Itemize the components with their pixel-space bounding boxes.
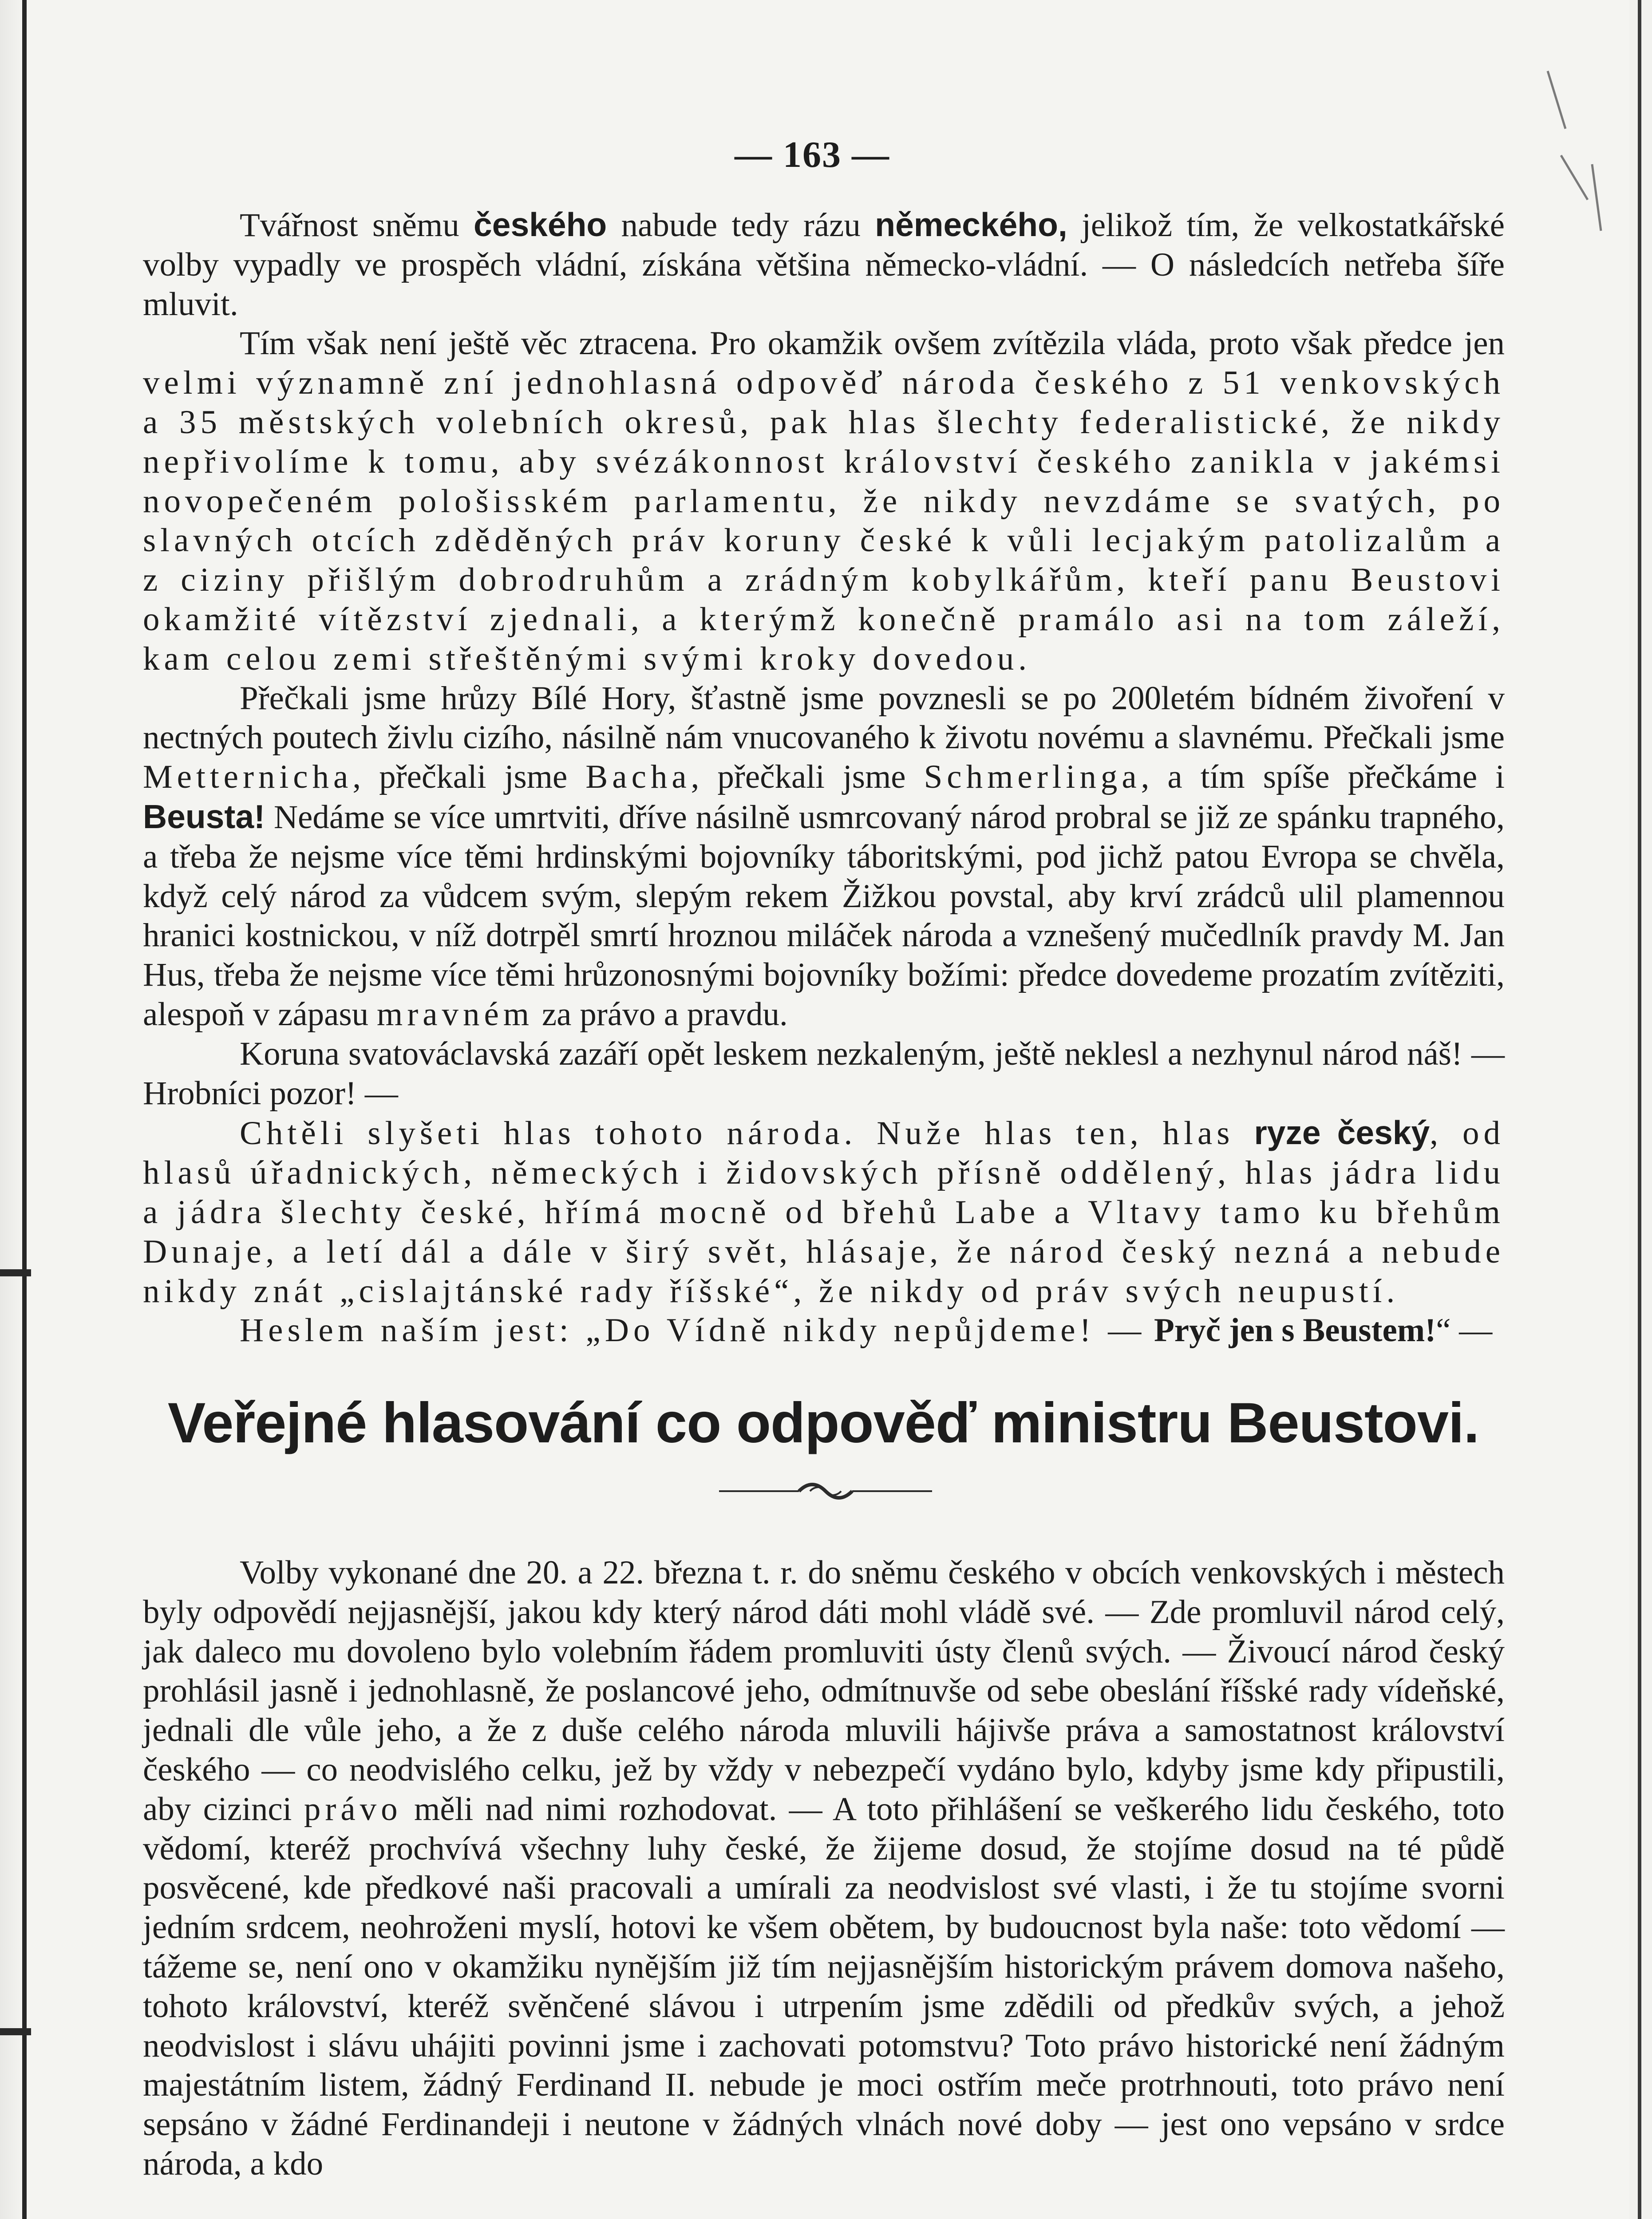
text-run: českého [474,206,607,243]
text-run: Tím však není ještě věc ztracena. Pro okamžik ovšem zvítězila vláda, proto však předce jen [240,325,1505,362]
text-run: právo [304,1790,402,1828]
margin-tick [0,1269,31,1276]
text-run: Koruna svatováclavská zazáří opět leskem nezkaleným, ještě neklesl a nezhynul národ náš! — Hrobníci pozor! — [143,1035,1505,1112]
paragraph [143,679,1505,1034]
margin-scratch-mark [1539,53,1610,240]
text-run: Beusta! [143,798,265,835]
left-page-edge [0,0,35,2219]
text-run: mravném [376,995,534,1033]
text-run: Nedáme se více umrtviti, dříve násilně usmrcovaný národ probral se již ze spánku trapného, a třeba že nejsme více těmi hrdinskými bojovníky táboritskými, pod jichž patou Evropa se chvěla, když celý národ za vůdcem svým, slepým rekem Žižkou povstal, aby krví zrádců ulil plamennou hranici kostnickou, v níž dotrpěl smrtí hroznou miláček národa a vznešený mučedlník pravdy M. Jan Hus, třeba že nejsme více těmi hrůzonosnými bojovníky božími: předce dovedeme prozatím zvítěziti, alespoň v zápasu [143,798,1505,1033]
paragraph [143,1113,1505,1311]
text-run: Heslem naším jest: „Do Vídně nikdy nepůjdeme! — [240,1312,1146,1349]
text-run: za právo a pravdu. [534,995,788,1033]
text-run: Metternicha [143,758,353,796]
text-run: Chtěli slyšeti hlas tohoto národa. Nuže hlas ten, hlas [240,1115,1254,1152]
text-run: Tvářnost sněmu [240,207,474,244]
paragraph [143,1553,1505,2184]
paragraph [143,1311,1505,1350]
text-run: velmi významně zní jednohlasná odpověď národa českého z 51 venkovských a 35 městských volebních okresů, pak hlas šlechty federalistické, že nikdy nepřivolíme k tomu, aby svézákonnost království českého zanikla v jakémsi novopečeném pološisském parlamentu, že nikdy nevzdáme se svatých, po slavných otcích zděděných práv koruny české k vůli lecjakým patolizalům a z ciziny přišlým dobrodruhům a zrádným kobylkářům, kteří panu Beustovi okamžité vítězství zjednali, a kterýmž konečně pramálo asi na tom záleží, kam celou zemi střeštěnými svými kroky dovedou. [143,364,1505,677]
text-run: “ — [1436,1312,1493,1349]
text-run: Volby vykonané dne 20. a 22. března t. r. do sněmu českého v obcích venkovských i městech byly odpovědí nejjasnější, jakou kdy který národ dáti mohl vládě své. — Zde promluvil národ celý, jak daleco mu dovoleno bylo volebním řádem promluviti ústy členů svých. — Živoucí národ český prohlásil jasně i jednohlasně, že poslancové jeho, odmítnuvše od sebe obeslání říšské rady vídeňské, jednali dle vůle jeho, a že z duše celého národa mluvili hájivše práva a samostatnost království českého — co neodvislého celku, jež by vždy v nebezpečí vydáno bylo, kdyby jsme kdy připustili, aby cizinci [143,1554,1505,1828]
paragraph [143,324,1505,679]
text-run: měli nad nimi rozhodovat. — A toto přihlášení se veškerého lidu českého, toto vědomí, kteréž prochvívá všechny luhy české, že žijeme dosud, že stojíme dosud na té půdě posvěcené, kde předkové naši pracovali a umírali za neodvislost své vlasti, i že tu stojíme svorni jedním srdcem, neohroženi myslí, hotovi ke všem obětem, by budoucnost byla naše: toto vědomí — tážeme se, není ono v okamžiku nynějším již tím nejjasnějším historickým právem domova našeho, tohoto království, kteréž svěnčené slávou i utrpením jsme zdědili od předkův svých, a jehož neodvislost i slávu uhájiti povinni jsme i zachovati potomstvu? Toto právo historické není žádným majestátním listem, žádný Ferdinand II. nebude je moci ostřím meče protrhnouti, toto právo není sepsáno v žádné Ferdinandeji i neutone v žádných vlnách nové doby — jest ono vepsáno v srdce národa, a kdo [143,1790,1505,2182]
text-run: Pryč jen s Beustem! [1146,1312,1436,1349]
page-number: — 163 — [735,134,890,175]
text-run: Bacha [585,758,691,796]
margin-tick [0,2028,31,2035]
left-binding-line [22,0,27,2219]
paragraph [143,1034,1505,1113]
text-run: jelikož tím, že velkostatkářské volby vypadly ve prospěch vládní, získána většina německo-vládní. — O následcích netřeba šíře mluvit. [143,207,1505,323]
article-text-section-2 [143,1553,1505,2184]
right-page-edge [1629,0,1652,2219]
ornament-divider [719,1478,932,1504]
section-heading: Veřejné hlasování co odpověď ministru Beustovi. [167,1391,1479,1455]
text-run: , přečkali jsme [352,758,586,796]
article-text-section-1 [143,205,1505,1350]
text-run: , a tím spíše přečkáme i [1141,758,1505,796]
text-run: Přečkali jsme hrůzy Bílé Hory, šťastně jsme povznesli se po 200letém bídném živoření v nectných poutech živlu cizího, násilně nám vnucovaného k životu novému a slavnému. Přečkali jsme [143,679,1505,756]
text-run: nabude tedy rázu [607,207,875,244]
text-run: německého, [875,206,1067,243]
right-edge-line [1638,0,1641,2219]
text-run: , od hlasů úřadnických, německých i židovských přísně oddělený, hlas jádra lidu a jádra šlechty české, hřímá mocně od břehů Labe a Vltavy tamo ku břehům Dunaje, a letí dál a dále v širý svět, hlásaje, že národ český nezná a nebude nikdy znát „cislajtánské rady říšské“, že nikdy od práv svých neupustí. [143,1115,1505,1310]
paragraph [143,205,1505,324]
text-run: ryze český [1254,1114,1430,1152]
text-run: Schmerlinga [924,758,1141,796]
text-run: , přečkali jsme [691,758,924,796]
